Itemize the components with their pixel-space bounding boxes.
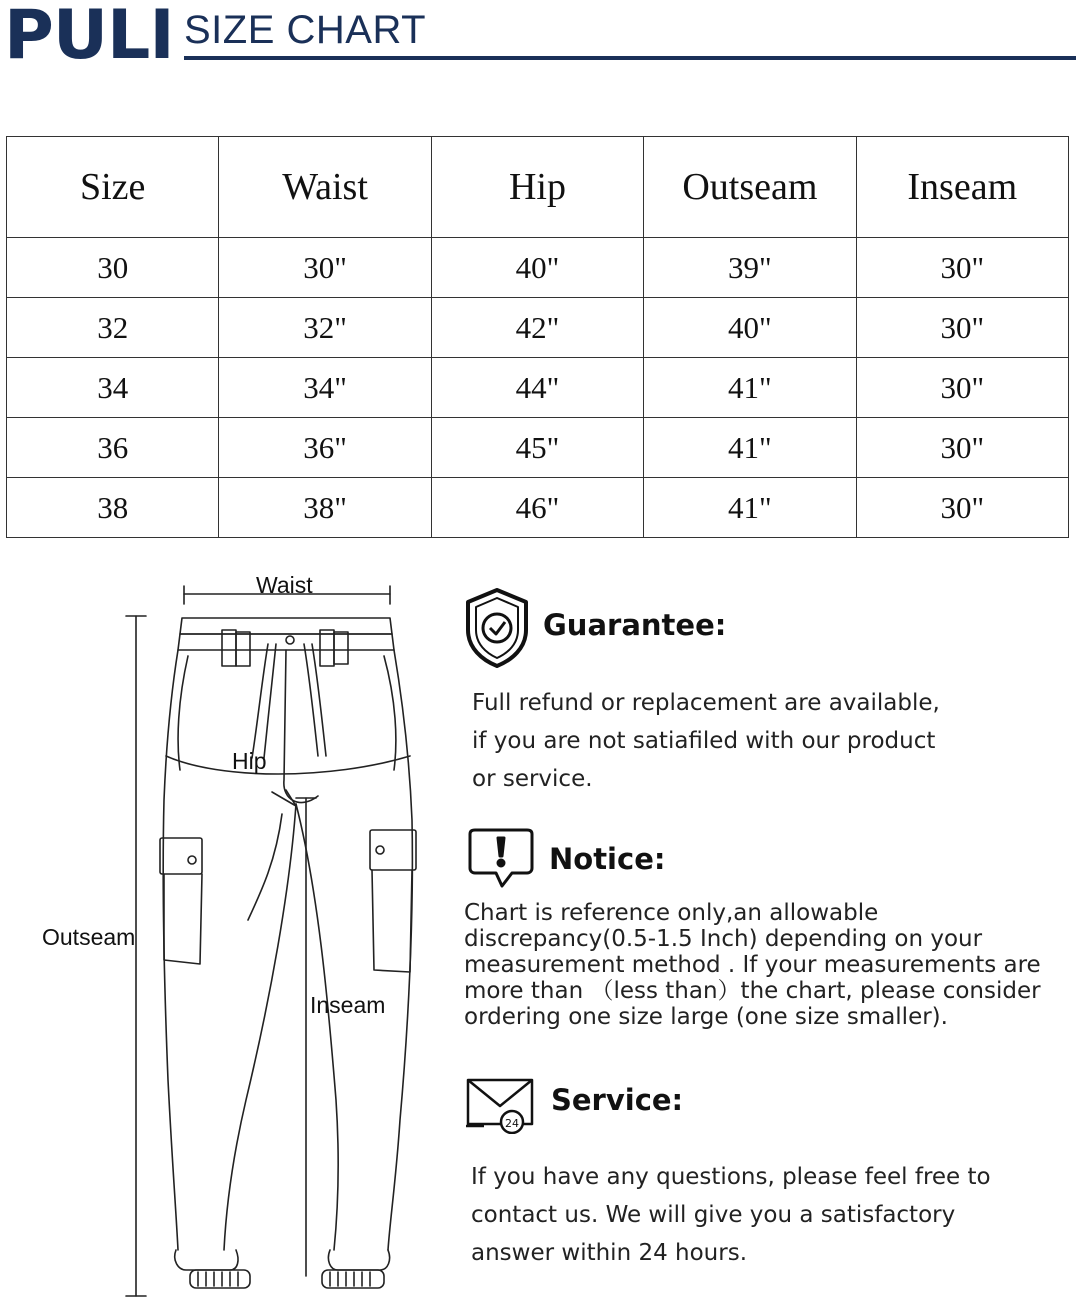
cell-inseam: 30"	[856, 238, 1068, 298]
header-size: Size	[7, 137, 219, 238]
brand-logo: PULI	[4, 0, 174, 75]
cell-size: 36	[7, 418, 219, 478]
cell-outseam: 41"	[644, 478, 856, 538]
cell-size: 38	[7, 478, 219, 538]
cell-outseam: 41"	[644, 418, 856, 478]
size-chart-table	[6, 136, 1069, 538]
notice-title: Notice:	[549, 842, 666, 876]
cell-inseam: 30"	[856, 418, 1068, 478]
waist-label: Waist	[256, 572, 313, 598]
exclamation-bubble-icon	[466, 828, 536, 895]
table-row	[7, 478, 1069, 538]
table-header-row	[7, 137, 1069, 238]
cell-inseam: 30"	[856, 298, 1068, 358]
cell-waist: 36"	[219, 418, 431, 478]
cell-waist: 34"	[219, 358, 431, 418]
title-underline	[184, 56, 1076, 60]
cell-outseam: 40"	[644, 298, 856, 358]
table-row	[7, 238, 1069, 298]
header-hip: Hip	[431, 137, 643, 238]
cell-hip: 46"	[431, 478, 643, 538]
cell-hip: 45"	[431, 418, 643, 478]
cell-waist: 32"	[219, 298, 431, 358]
outseam-label: Outseam	[42, 924, 136, 950]
service-title: Service:	[551, 1083, 684, 1117]
cell-outseam: 41"	[644, 358, 856, 418]
header-waist: Waist	[219, 137, 431, 238]
cell-hip: 42"	[431, 298, 643, 358]
table-row	[7, 298, 1069, 358]
cell-size: 32	[7, 298, 219, 358]
header-inseam: Inseam	[856, 137, 1068, 238]
cell-inseam: 30"	[856, 358, 1068, 418]
page-title: SIZE CHART	[184, 8, 427, 52]
cell-outseam: 39"	[644, 238, 856, 298]
header-outseam: Outseam	[644, 137, 856, 238]
table-row	[7, 358, 1069, 418]
cell-hip: 40"	[431, 238, 643, 298]
cell-waist: 30"	[219, 238, 431, 298]
guarantee-title: Guarantee:	[543, 608, 727, 642]
table-row	[7, 418, 1069, 478]
svg-text:24: 24	[505, 1117, 519, 1130]
cell-waist: 38"	[219, 478, 431, 538]
cell-size: 30	[7, 238, 219, 298]
mail-24-icon	[464, 1076, 536, 1139]
shield-check-icon	[462, 586, 532, 673]
guarantee-text: Full refund or replacement are available, if you are not satiafiled with our product or service.	[472, 690, 940, 792]
hip-label: Hip	[232, 748, 267, 774]
cell-inseam: 30"	[856, 478, 1068, 538]
notice-text: Chart is reference only,an allowable discrepancy(0.5-1.5 Inch) depending on your measurement method . If your measurements are more than （less than）the chart, please consider ordering one size large (one size smaller).	[464, 900, 1041, 1030]
service-text: If you have any questions, please feel free to contact us. We will give you a satisfactory answer within 24 hours.	[471, 1164, 991, 1266]
cell-size: 34	[7, 358, 219, 418]
pants-measurement-diagram	[0, 560, 440, 1300]
cell-hip: 44"	[431, 358, 643, 418]
inseam-label: Inseam	[310, 992, 386, 1018]
